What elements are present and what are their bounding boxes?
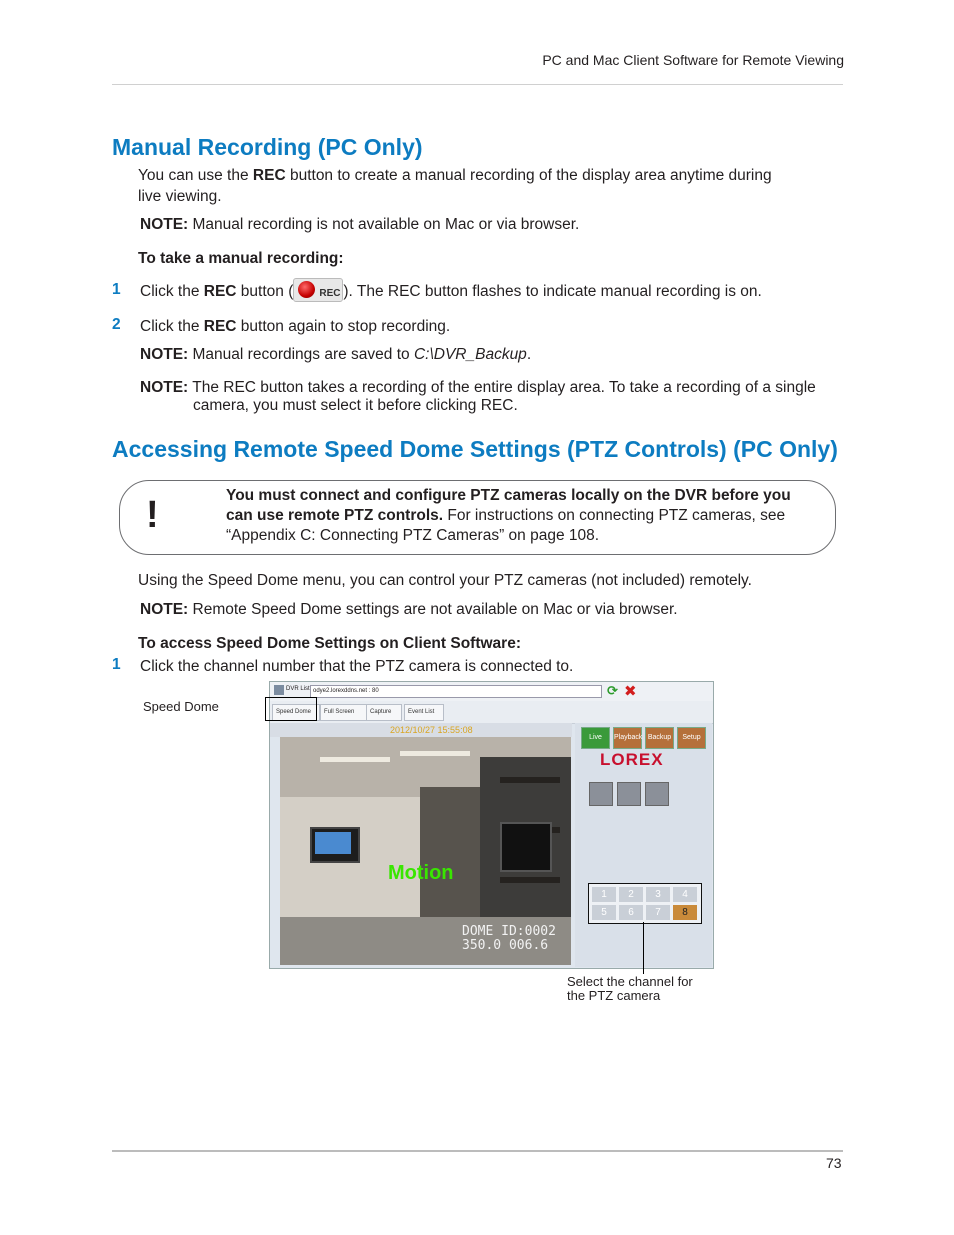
channel-button[interactable]: 4	[673, 887, 697, 902]
procedure-title: To take a manual recording:	[138, 250, 344, 267]
speed-dome-intro: Using the Speed Dome menu, you can control your PTZ cameras (not included) remotely.	[138, 572, 752, 589]
warning-icon: !	[146, 494, 159, 536]
dvr-list-label: DVR List	[286, 686, 310, 692]
step-number: 2	[112, 316, 121, 333]
client-toolbar	[270, 701, 713, 724]
channel-button[interactable]: 7	[646, 905, 670, 920]
note-mac-browser: NOTE: Manual recording is not available on Mac or via browser.	[140, 216, 580, 233]
camera-video-feed[interactable]	[280, 737, 571, 965]
video-timestamp: 2012/10/27 15:55:08	[390, 725, 473, 735]
step-number: 1	[112, 656, 121, 673]
speed-dome-callout-label: Speed Dome	[143, 699, 219, 714]
tab-setup[interactable]: Setup	[677, 727, 706, 749]
channel-callout-label: Select the channel for the PTZ camera	[567, 974, 693, 1003]
dvr-address-select[interactable]: odye2.lorexddns.net : 80	[310, 685, 602, 698]
step-number: 1	[112, 281, 121, 298]
motion-indicator: Motion	[388, 862, 454, 884]
header-rule	[112, 84, 843, 85]
channel-button[interactable]: 6	[619, 905, 643, 920]
speed-dome-callout-box	[265, 697, 317, 721]
channel-button[interactable]: 2	[619, 887, 643, 902]
running-header: PC and Mac Client Software for Remote Viewing	[542, 52, 844, 68]
rec-button-icon: REC	[293, 278, 343, 302]
quad-view-icon[interactable]	[617, 782, 641, 806]
client-software-screenshot	[269, 681, 714, 969]
multi-view-icon[interactable]	[645, 782, 669, 806]
channel-button[interactable]: 5	[592, 905, 616, 920]
tab-playback[interactable]: Playback	[613, 727, 642, 749]
footer-rule	[112, 1150, 843, 1152]
close-icon[interactable]: ✖	[624, 683, 637, 700]
channel-callout-line	[643, 922, 644, 974]
step-2-text: Click the REC button again to stop recording.	[140, 318, 451, 335]
page-number: 73	[826, 1155, 842, 1171]
step-1-channel-text: Click the channel number that the PTZ camera is connected to.	[140, 658, 574, 675]
note-entire-display: NOTE: The REC button takes a recording of the entire display area. To take a recording of a single camera, you must select it before clicking REC.	[140, 379, 816, 414]
intro-paragraph: You can use the REC button to create a manual recording of the display area anytime during live viewing.	[138, 167, 772, 205]
refresh-icon[interactable]: ⟳	[607, 683, 618, 698]
tab-backup[interactable]: Backup	[645, 727, 674, 749]
section-title-speed-dome: Accessing Remote Speed Dome Settings (PTZ Controls) (PC Only)	[112, 436, 838, 462]
dvr-list-icon	[274, 685, 284, 695]
event-list-button[interactable]: Event List	[404, 704, 444, 721]
tab-live[interactable]: Live	[581, 727, 610, 749]
capture-button[interactable]: Capture	[366, 704, 402, 721]
note-backup-path: NOTE: Manual recordings are saved to C:\DVR_Backup.	[140, 346, 532, 363]
channel-button[interactable]: 3	[646, 887, 670, 902]
dvr-list-bar	[270, 682, 713, 701]
full-screen-button[interactable]: Full Screen	[320, 704, 368, 721]
step-1-text: Click the REC button ( REC ). The REC button flashes to indicate manual recording is on.	[140, 281, 840, 302]
note-speed-dome: NOTE: Remote Speed Dome settings are not available on Mac or via browser.	[140, 601, 678, 618]
warning-text: You must connect and configure PTZ cameras locally on the DVR before you can use remote PTZ controls. For instructions on connecting PTZ cameras, see “Appendix C: Connecting PTZ Cameras” on page 108.	[226, 487, 791, 544]
dome-id-overlay: DOME ID:0002 350.0 006.6	[462, 924, 556, 953]
channel-button[interactable]: 1	[592, 887, 616, 902]
channel-button-selected[interactable]: 8	[673, 905, 697, 920]
single-view-icon[interactable]	[589, 782, 613, 806]
procedure-title: To access Speed Dome Settings on Client Software:	[138, 635, 521, 652]
section-title-manual-recording: Manual Recording (PC Only)	[112, 134, 423, 160]
speed-dome-button[interactable]: Speed Dome	[272, 704, 320, 721]
lorex-logo: LOREX	[600, 750, 664, 769]
channel-grid	[588, 883, 702, 924]
